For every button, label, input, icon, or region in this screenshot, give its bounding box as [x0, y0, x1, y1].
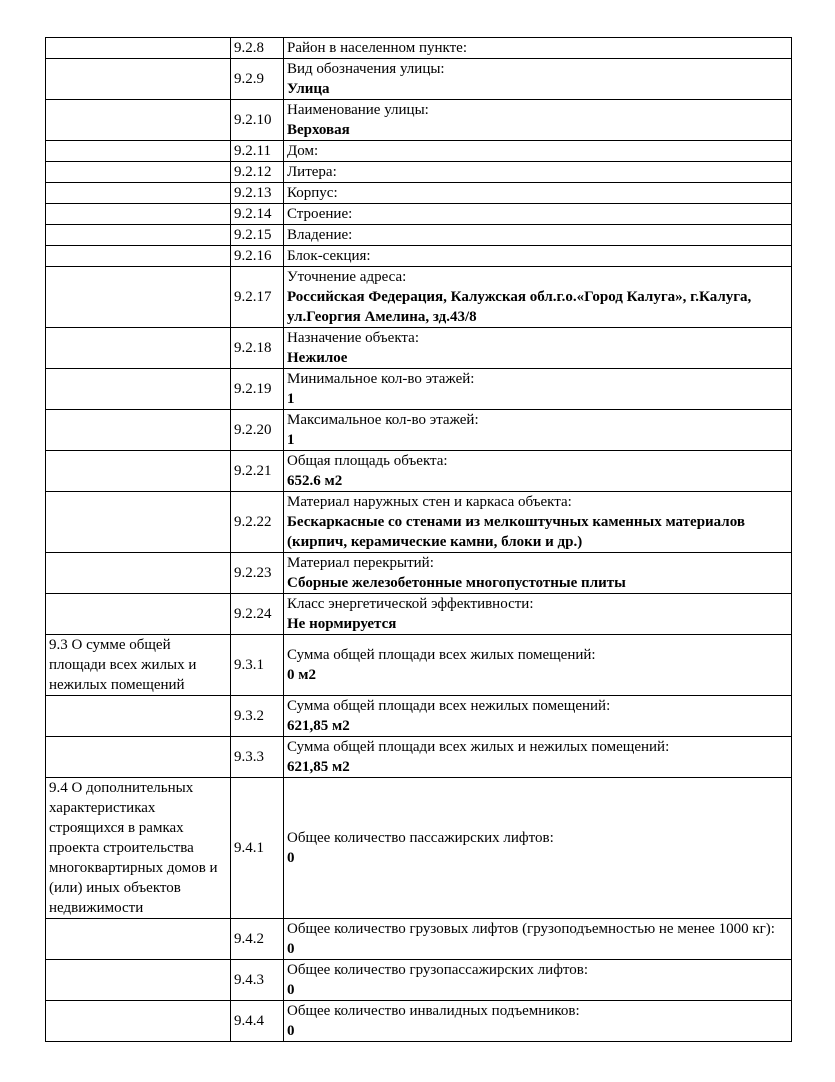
field-label: Общее количество грузовых лифтов (грузоподъемностью не менее 1000 кг): — [287, 921, 775, 937]
table-row — [46, 183, 792, 204]
row-number: 9.2.10 — [231, 100, 284, 141]
field-label: Литера: — [287, 164, 337, 180]
table-row — [46, 225, 792, 246]
row-number: 9.3.3 — [231, 737, 284, 778]
field-label: Общее количество грузопассажирских лифтов: — [287, 962, 589, 978]
table-row — [46, 410, 792, 451]
table-row — [46, 737, 792, 778]
field-cell — [284, 100, 792, 141]
field-value: Российская Федерация, Калужская обл.г.о.«Город Калуга», г.Калуга, ул.Георгия Амелина, зд.43/8 — [287, 289, 752, 325]
table-row — [46, 204, 792, 225]
field-cell — [284, 553, 792, 594]
row-number: 9.2.13 — [231, 183, 284, 204]
table-row — [46, 492, 792, 553]
table-row — [46, 635, 792, 696]
table-row — [46, 100, 792, 141]
field-value: 1 — [287, 391, 295, 407]
section-title — [46, 553, 231, 594]
field-label: Максимальное кол-во этажей: — [287, 412, 479, 428]
section-title — [46, 492, 231, 553]
field-label: Корпус: — [287, 185, 338, 201]
section-title — [46, 328, 231, 369]
table-row — [46, 919, 792, 960]
field-value: 621,85 м2 — [287, 759, 350, 775]
section-title — [46, 246, 231, 267]
field-value: 652.6 м2 — [287, 473, 343, 489]
field-value: 1 — [287, 432, 295, 448]
field-value: Улица — [287, 81, 330, 97]
field-label: Вид обозначения улицы: — [287, 61, 445, 77]
table-row — [46, 141, 792, 162]
field-cell — [284, 778, 792, 919]
row-number: 9.2.20 — [231, 410, 284, 451]
field-label: Район в населенном пункте: — [287, 40, 467, 56]
row-number: 9.2.24 — [231, 594, 284, 635]
field-cell — [284, 696, 792, 737]
row-number: 9.2.12 — [231, 162, 284, 183]
field-cell — [284, 183, 792, 204]
field-cell — [284, 225, 792, 246]
field-label: Уточнение адреса: — [287, 269, 407, 285]
row-number: 9.2.14 — [231, 204, 284, 225]
row-number: 9.4.3 — [231, 960, 284, 1001]
field-label: Строение: — [287, 206, 353, 222]
section-title — [46, 100, 231, 141]
table-row — [46, 553, 792, 594]
table-row — [46, 162, 792, 183]
section-title — [46, 737, 231, 778]
field-cell — [284, 246, 792, 267]
field-value: Не нормируется — [287, 616, 397, 632]
table-row — [46, 960, 792, 1001]
field-cell — [284, 59, 792, 100]
row-number: 9.2.23 — [231, 553, 284, 594]
table-row — [46, 778, 792, 919]
section-title — [46, 451, 231, 492]
table-row — [46, 696, 792, 737]
row-number: 9.2.19 — [231, 369, 284, 410]
table-row — [46, 594, 792, 635]
field-cell — [284, 594, 792, 635]
row-number: 9.2.18 — [231, 328, 284, 369]
field-cell — [284, 919, 792, 960]
field-value: Верховая — [287, 122, 350, 138]
field-cell — [284, 737, 792, 778]
section-title — [46, 162, 231, 183]
table-row — [46, 451, 792, 492]
declaration-table-body — [46, 38, 792, 1042]
field-label: Дом: — [287, 143, 319, 159]
field-label: Владение: — [287, 227, 353, 243]
field-value: Сборные железобетонные многопустотные плиты — [287, 575, 626, 591]
row-number: 9.4.4 — [231, 1001, 284, 1042]
section-title — [46, 369, 231, 410]
field-cell — [284, 410, 792, 451]
table-row — [46, 369, 792, 410]
field-cell — [284, 141, 792, 162]
field-cell — [284, 162, 792, 183]
field-cell — [284, 635, 792, 696]
field-label: Материал наружных стен и каркаса объекта: — [287, 494, 572, 510]
field-label: Наименование улицы: — [287, 102, 429, 118]
project-declaration-table — [45, 37, 792, 1042]
field-cell — [284, 38, 792, 59]
table-row — [46, 38, 792, 59]
field-cell — [284, 1001, 792, 1042]
section-title — [46, 59, 231, 100]
row-number: 9.2.8 — [231, 38, 284, 59]
row-number: 9.2.15 — [231, 225, 284, 246]
section-title — [46, 594, 231, 635]
section-title — [46, 141, 231, 162]
section-title — [46, 267, 231, 328]
field-label: Материал перекрытий: — [287, 555, 434, 571]
row-number: 9.3.1 — [231, 635, 284, 696]
field-label: Класс энергетической эффективности: — [287, 596, 534, 612]
section-title: 9.4 О дополнительных характеристиках строящихся в рамках проекта строительства многоквартирных домов и (или) иных объектов недвижимости — [46, 778, 231, 919]
table-row — [46, 59, 792, 100]
field-cell — [284, 328, 792, 369]
row-number: 9.2.17 — [231, 267, 284, 328]
field-value: 0 — [287, 982, 295, 998]
row-number: 9.2.9 — [231, 59, 284, 100]
field-cell — [284, 267, 792, 328]
field-cell — [284, 960, 792, 1001]
field-value: Нежилое — [287, 350, 348, 366]
table-row — [46, 246, 792, 267]
table-row — [46, 1001, 792, 1042]
table-row — [46, 267, 792, 328]
section-title — [46, 38, 231, 59]
field-cell — [284, 492, 792, 553]
section-title — [46, 919, 231, 960]
field-label: Общее количество пассажирских лифтов: — [287, 830, 554, 846]
row-number: 9.2.16 — [231, 246, 284, 267]
field-value: Бескаркасные со стенами из мелкоштучных каменных материалов (кирпич, керамические камни, блоки и др.) — [287, 514, 745, 550]
field-value: 0 м2 — [287, 667, 316, 683]
field-label: Сумма общей площади всех жилых помещений: — [287, 647, 596, 663]
row-number: 9.4.2 — [231, 919, 284, 960]
section-title — [46, 183, 231, 204]
field-value: 0 — [287, 941, 295, 957]
section-title — [46, 204, 231, 225]
field-label: Назначение объекта: — [287, 330, 419, 346]
field-value: 0 — [287, 850, 295, 866]
section-title — [46, 960, 231, 1001]
row-number: 9.2.21 — [231, 451, 284, 492]
field-label: Сумма общей площади всех нежилых помещений: — [287, 698, 611, 714]
field-label: Общая площадь объекта: — [287, 453, 448, 469]
section-title — [46, 1001, 231, 1042]
field-label: Сумма общей площади всех жилых и нежилых помещений: — [287, 739, 670, 755]
section-title — [46, 696, 231, 737]
field-cell — [284, 369, 792, 410]
row-number: 9.2.11 — [231, 141, 284, 162]
field-label: Общее количество инвалидных подъемников: — [287, 1003, 580, 1019]
field-label: Блок-секция: — [287, 248, 371, 264]
row-number: 9.2.22 — [231, 492, 284, 553]
section-title: 9.3 О сумме общей площади всех жилых и нежилых помещений — [46, 635, 231, 696]
row-number: 9.3.2 — [231, 696, 284, 737]
field-value: 621,85 м2 — [287, 718, 350, 734]
section-title — [46, 410, 231, 451]
row-number: 9.4.1 — [231, 778, 284, 919]
field-value: 0 — [287, 1023, 295, 1039]
field-cell — [284, 451, 792, 492]
field-cell — [284, 204, 792, 225]
field-label: Минимальное кол-во этажей: — [287, 371, 475, 387]
table-row — [46, 328, 792, 369]
section-title — [46, 225, 231, 246]
